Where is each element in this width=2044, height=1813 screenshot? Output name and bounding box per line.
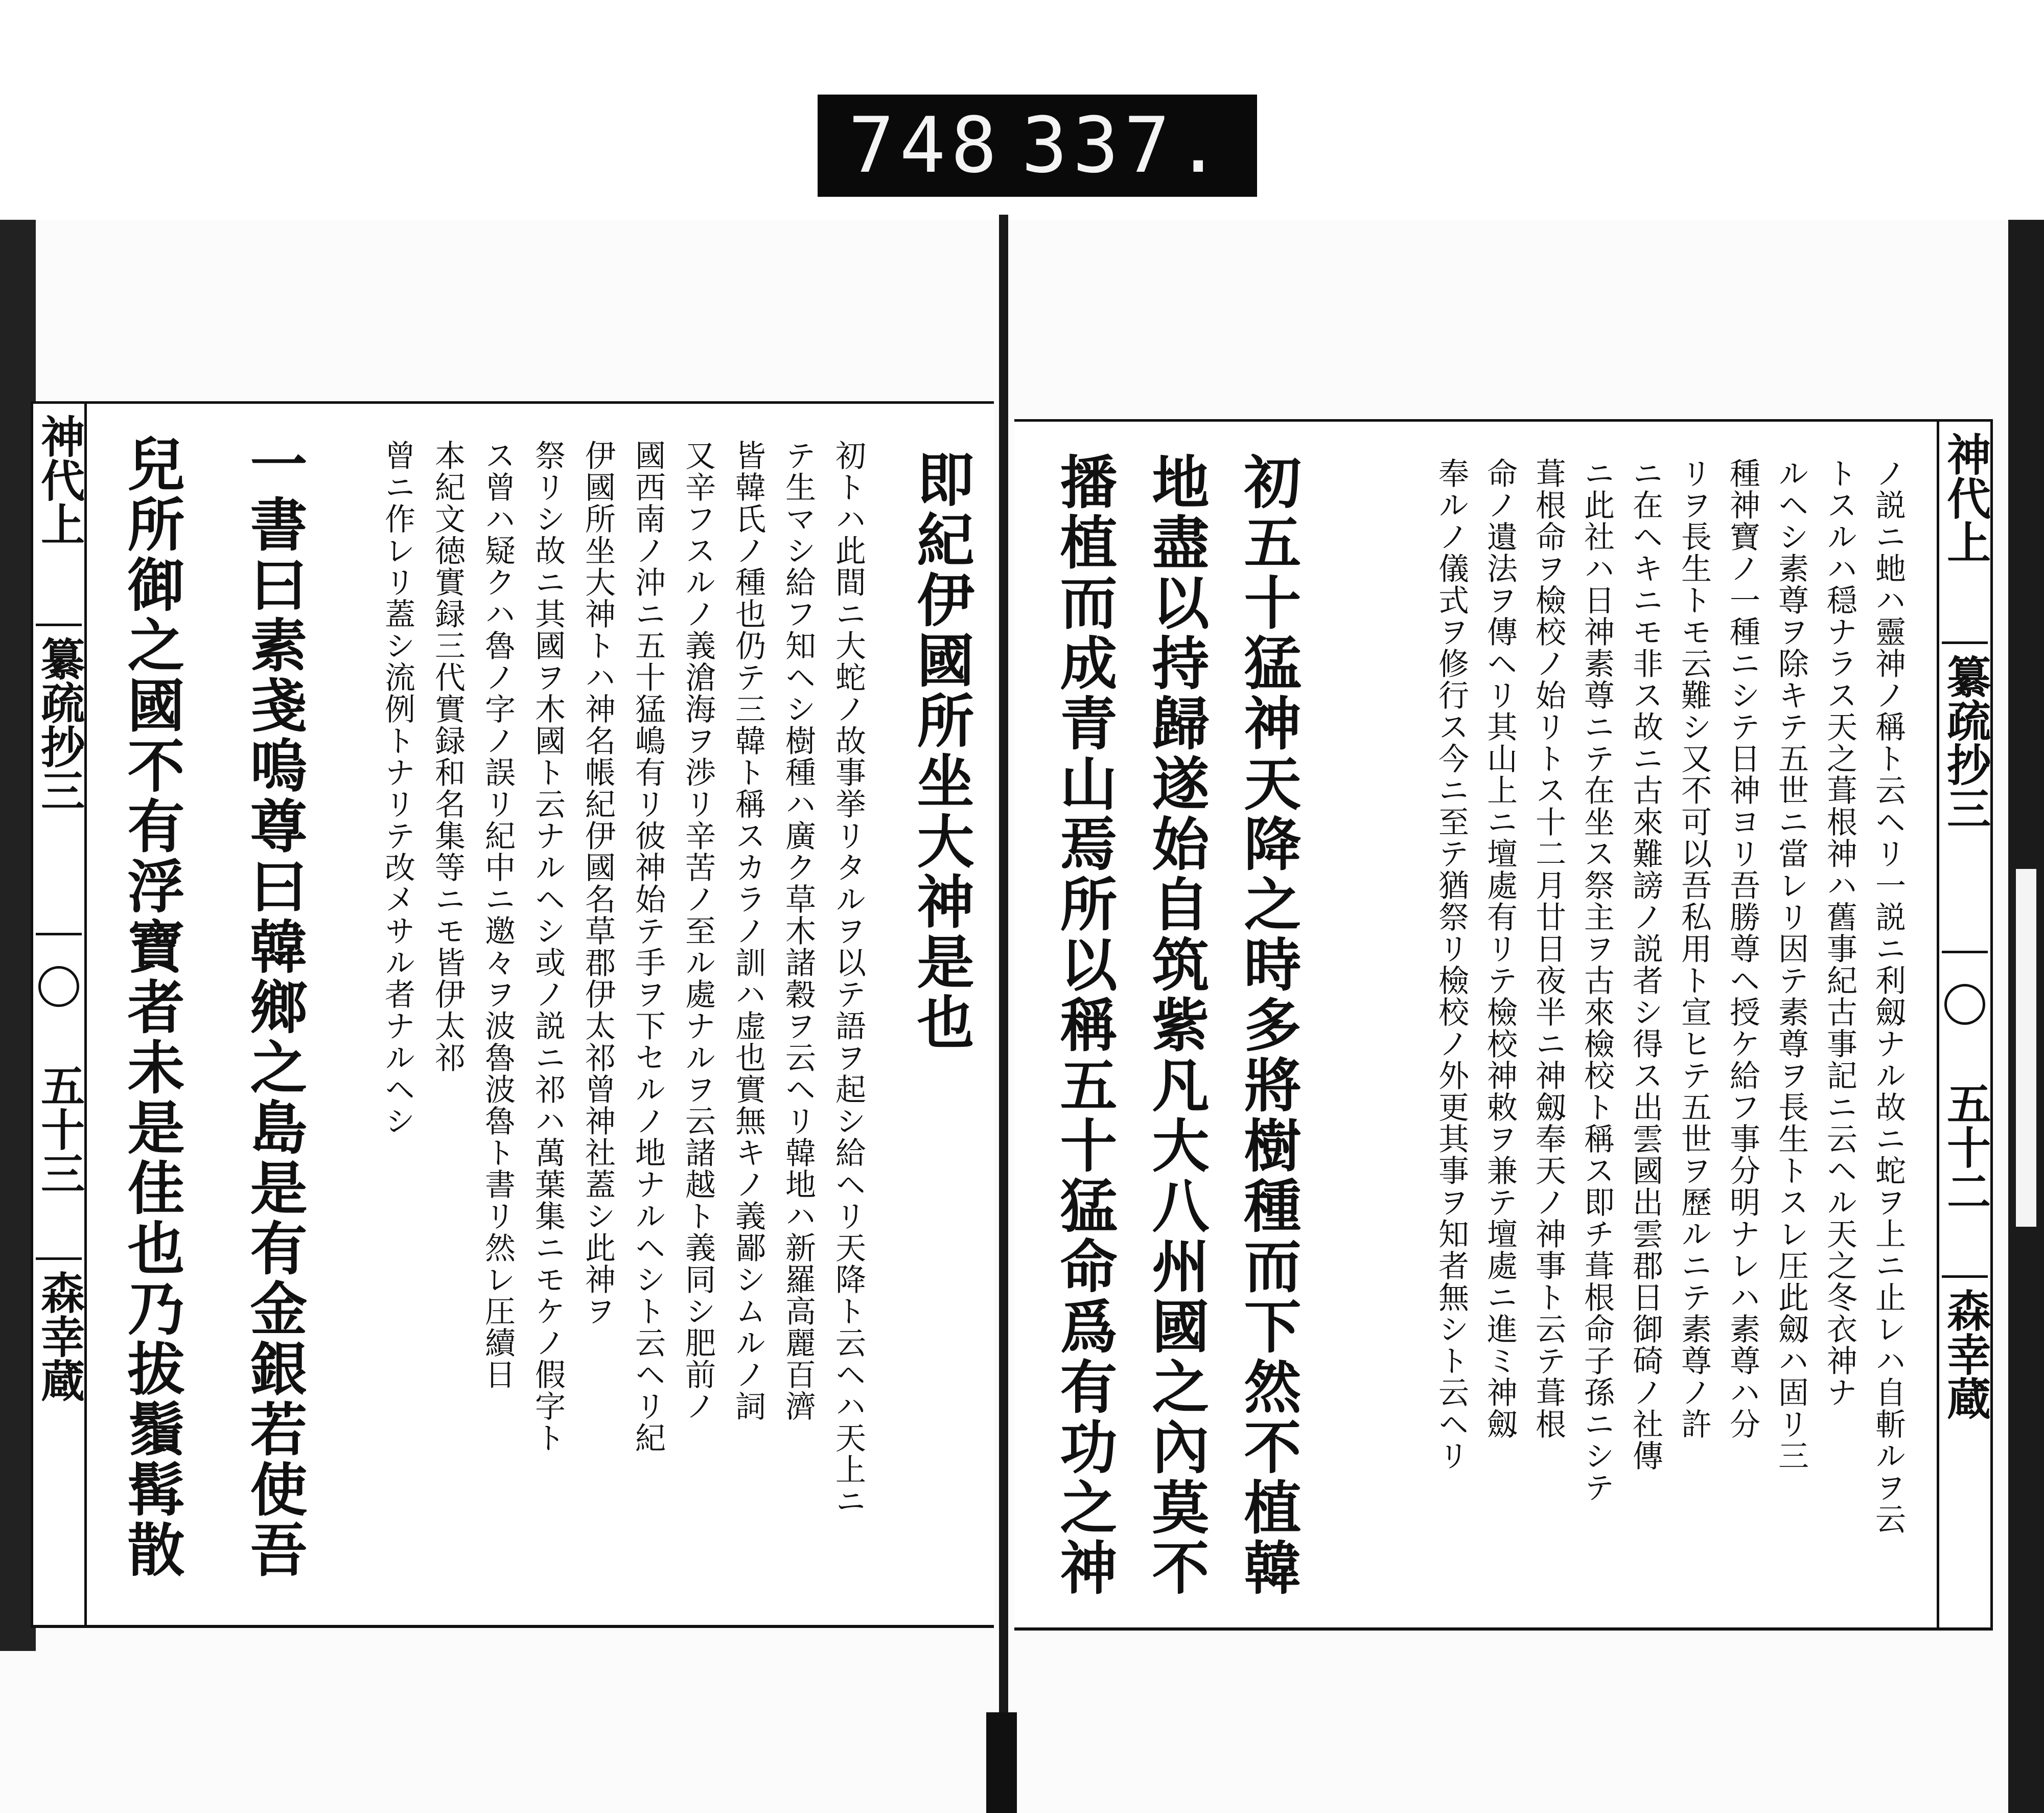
right-folio-number: 五十二 [1939, 1081, 1991, 1213]
left-folio-number: 五十三 [33, 1063, 85, 1195]
left-page-margin-strip [31, 404, 87, 1625]
main-text-column: 兒所御之國不有浮寶者未是佳也乃拔鬚髯散 [118, 434, 185, 1580]
left-running-title: 神代上 [33, 414, 85, 546]
commentary-column: 國西南ノ沖ニ五十猛嶋有リ彼神始テ手ヲ下セルノ地ナルヘシト云ヘリ紀 [630, 440, 666, 1454]
right-page-margin-strip [1937, 422, 1993, 1627]
commentary-column: テ生マシ給フ知ヘシ樹種ハ廣ク草木諸穀ヲ云ヘリ韓地ハ新羅高麗百濟 [780, 440, 816, 1422]
commentary-column: 命ノ遺法ヲ傳ヘリ其山上ニ壇處有リテ檢校神敕ヲ兼テ壇處ニ進ミ神劔 [1482, 457, 1518, 1440]
left-page [31, 401, 994, 1628]
commentary-column: 祭リシ故ニ其國ヲ木國ト云ナルヘシ或ノ説ニ祁ハ萬葉集ニモケノ假字ト [530, 440, 566, 1454]
call-number-left: 748 [848, 101, 1002, 190]
commentary-column: 伊國所坐大神トハ神名帳紀伊國名草郡伊太祁曾神社蓋シ此神ヲ [580, 440, 616, 1327]
call-number-label [818, 95, 1257, 197]
left-folio-mark [38, 966, 79, 1007]
right-folio-mark [1944, 984, 1985, 1025]
commentary-column: リヲ長生トモ云難シ又不可以吾私用ト宣ヒテ五世ヲ歷ルニテ素尊ノ許 [1676, 457, 1712, 1440]
main-text-column: 一書曰素戔嗚尊曰韓鄉之島是有金銀若使吾 [241, 434, 308, 1580]
commentary-column: ス曾ハ疑クハ魯ノ字ノ誤リ紀中ニ邀々ヲ波魯波魯ト書リ然レ圧續日 [480, 440, 516, 1390]
right-chapter-title: 纂疏抄三 [1942, 641, 1988, 953]
commentary-column: ニ此社ハ日神素尊ニテ在坐ス祭主ヲ古來檢校ト稱ス即チ葺根命子孫ニシテ [1579, 457, 1615, 1503]
commentary-column: ニ在ヘキニモ非ス故ニ古來難謗ノ説者シ得ス出雲國出雲郡日御碕ノ社傳 [1628, 457, 1663, 1472]
right-running-title: 神代上 [1939, 432, 1991, 564]
commentary-column: ルヘシ素尊ヲ除キテ五世ニ當レリ因テ素尊ヲ長生トスレ圧此劔ハ固リ三 [1773, 457, 1809, 1472]
call-number-right: 337. [1021, 101, 1226, 190]
right-edge-highlight [2016, 869, 2036, 1227]
spine-shadow [986, 1712, 1017, 1813]
right-page [1014, 419, 1993, 1631]
left-owner-stamp: 森幸蔵 [36, 1257, 82, 1485]
commentary-column: 初トハ此間ニ大蛇ノ故事挙リタルヲ以テ語ヲ起シ給ヘリ天降ト云ヘハ天上ニ [830, 440, 866, 1517]
commentary-column: 皆韓氏ノ種也仍テ三韓ト稱スカラノ訓ハ虚也實無キノ義鄙シムルノ詞 [730, 440, 766, 1422]
commentary-column: ノ説ニ虵ハ靈神ノ稱ト云ヘリ一説ニ利劔ナル故ニ蛇ヲ上ニ止レハ自斬ルヲ云 [1870, 457, 1906, 1535]
commentary-column: 本紀文徳實録三代實録和名集等ニモ皆伊太祁 [430, 440, 466, 1073]
book-spine [999, 215, 1008, 1813]
heading-column: 即紀伊國所坐大神是也 [908, 450, 974, 1053]
commentary-column: 曾ニ作レリ蓋シ流例トナリテ改メサル者ナルヘシ [380, 440, 415, 1137]
commentary-column: 種神寶ノ一種ニシテ日神ヨリ吾勝尊ヘ授ケ給フ事分明ナレハ素尊ハ分 [1725, 457, 1760, 1440]
main-text-column: 初五十猛神天降之時多將樹種而下然不植韓 [1235, 452, 1302, 1598]
commentary-column: トスルハ穏ナラス天之葺根神ハ舊事紀古事記ニ云ヘル天之冬衣神ナ [1822, 457, 1857, 1408]
main-text-column: 地盡以持歸遂始自筑紫凡大八州國之內莫不 [1143, 452, 1210, 1598]
right-owner-stamp: 森幸蔵 [1942, 1275, 1988, 1503]
left-chapter-title: 纂疏抄三 [36, 624, 82, 935]
commentary-column: 奉ルノ儀式ヲ修行ス今ニ至テ猶祭リ檢校ノ外更其事ヲ知者無シト云ヘリ [1433, 457, 1469, 1472]
commentary-column: 又辛フスルノ義滄海ヲ渉リ辛苦ノ至ル處ナルヲ云諸越ト義同シ肥前ノ [680, 440, 716, 1422]
commentary-column: 葺根命ヲ檢校ノ始リトス十二月廿日夜半ニ神劔奉天ノ神事ト云テ葺根 [1530, 457, 1566, 1440]
main-text-column: 播植而成青山焉所以稱五十猛命爲有功之神 [1051, 452, 1118, 1598]
